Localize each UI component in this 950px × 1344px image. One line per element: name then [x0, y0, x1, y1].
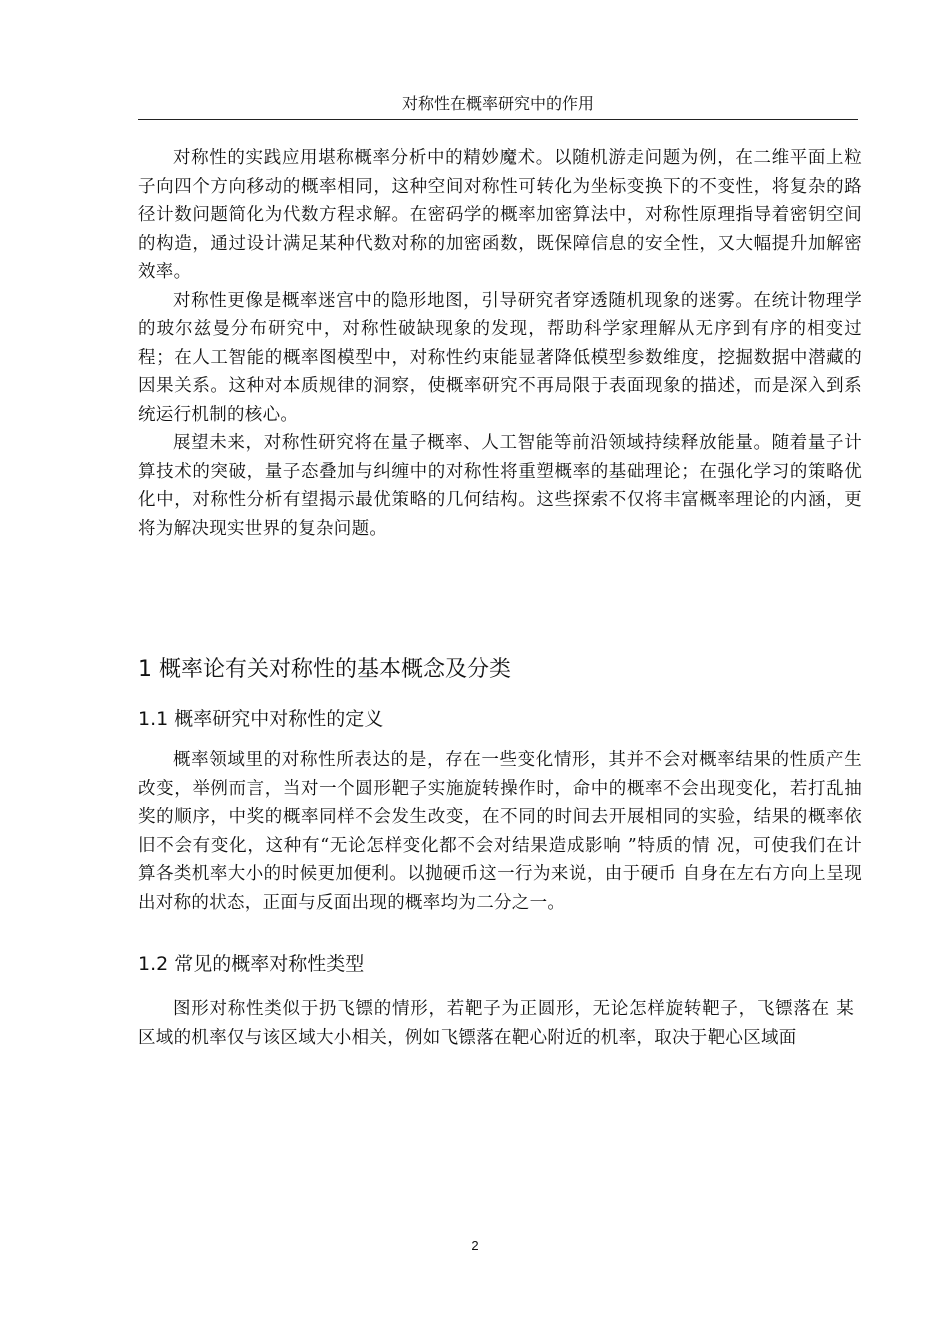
- header-divider: [138, 119, 858, 120]
- section-1-1-body: [138, 746, 862, 917]
- section-1-2-body: [138, 995, 854, 1052]
- section-1-1-paragraph: 概率领域里的对称性所表达的是，存在一些变化情形，其并不会对概率结果的性质产生改变，举例而言，当对一个圆形靶子实施旋转操作时，命中的概率不会出现变化，若打乱抽奖的顺序，中奖的概率同样不会发生改变，在不同的时间去开展相同的实验，结果的概率依旧不会有变化，这种有“无论怎样变化都不会对结果造成影响 ”特质的情 况，可使我们在计算各类机率大小的时候更加便利。以抛硬币这一行为来说，由于硬币 自身在左右方向上呈现出对称的状态，正面与反面出现的概率均为二分之一。: [138, 750, 862, 913]
- intro-section: [138, 144, 862, 543]
- page-number: 2: [471, 1238, 479, 1253]
- section-1-1-heading: 1.1 概率研究中对称性的定义: [138, 708, 384, 730]
- section-1-heading: 1 概率论有关对称性的基本概念及分类: [138, 657, 511, 682]
- intro-paragraph-2: 对称性更像是概率迷宫中的隐形地图，引导研究者穿透随机现象的迷雾。在统计物理学的玻尔兹曼分布研究中，对称性破缺现象的发现，帮助科学家理解从无序到有序的相变过程；在人工智能的概率图模型中，对称性约束能显著降低模型参数维度，挖掘数据中潜藏的因果关系。这种对本质规律的洞察，使概率研究不再局限于表面现象的描述，而是深入到系统运行机制的核心。: [138, 290, 862, 425]
- intro-paragraph-3: 展望未来，对称性研究将在量子概率、人工智能等前沿领域持续释放能量。随着量子计算技术的突破，量子态叠加与纠缠中的对称性将重塑概率的基础理论；在强化学习的策略优化中，对称性分析有望揭示最优策略的几何结构。这些探索不仅将丰富概率理论的内涵，更将为解决现实世界的复杂问题。: [138, 433, 862, 539]
- section-1-2-heading: 1.2 常见的概率对称性类型: [138, 953, 365, 975]
- section-1-2-paragraph: 图形对称性类似于扔飞镖的情形，若靶子为正圆形，无论怎样旋转靶子，飞镖落在 某区域的机率仅与该区域大小相关，例如飞镖落在靶心附近的机率，取决于靶心区域面: [138, 999, 854, 1048]
- running-header-title: 对称性在概率研究中的作用: [401, 94, 594, 113]
- intro-paragraph-1: 对称性的实践应用堪称概率分析中的精妙魔术。以随机游走问题为例，在二维平面上粒子向四个方向移动的概率相同，这种空间对称性可转化为坐标变换下的不变性，将复杂的路径计数问题简化为代数方程求解。在密码学的概率加密算法中，对称性原理指导着密钥空间的构造，通过设计满足某种代数对称的加密函数，既保障信息的安全性，又大幅提升加解密效率。: [138, 148, 862, 282]
